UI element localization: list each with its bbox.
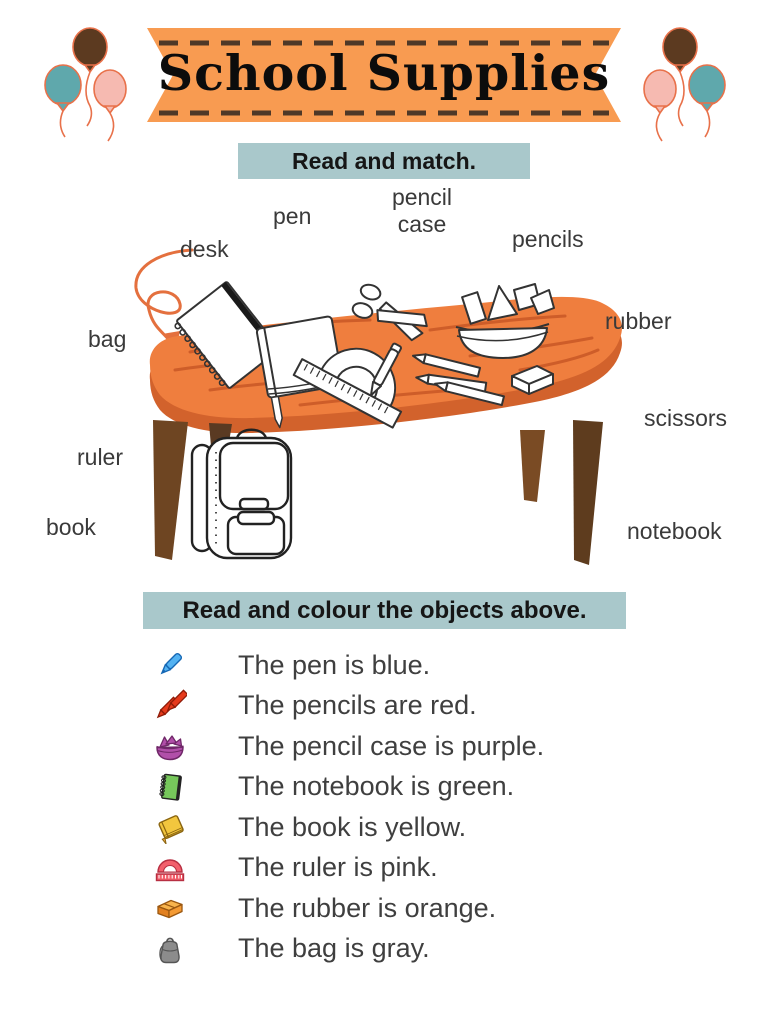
pen-icon: [148, 648, 192, 682]
sentence-text: The book is yellow.: [238, 811, 467, 842]
page-title: School Supplies: [157, 44, 611, 102]
sentence-text: The pencil case is purple.: [238, 730, 545, 761]
read-and-colour-label: Read and colour the objects above.: [182, 596, 587, 624]
table-leg: [520, 430, 545, 502]
table-leg: [573, 420, 603, 565]
label-book: book: [46, 514, 96, 540]
list-item: [148, 848, 708, 889]
list-item: [148, 767, 708, 808]
pencils-icon: [148, 689, 192, 723]
colour-sentences-list: [148, 645, 708, 969]
read-and-match-heading: [238, 143, 530, 179]
bag-icon: [148, 932, 192, 966]
list-item: [148, 726, 708, 767]
label-ruler: ruler: [77, 444, 124, 470]
list-item: [148, 888, 708, 929]
list-item: [148, 645, 708, 686]
ruler-icon: [148, 851, 192, 885]
sentence-text: The notebook is green.: [238, 771, 515, 802]
table-leg: [153, 420, 188, 560]
read-and-colour-heading: [143, 592, 626, 629]
sentence-text: The pencils are red.: [238, 690, 477, 721]
sentence-text: The ruler is pink.: [238, 852, 438, 883]
label-scissors: scissors: [644, 405, 728, 431]
book-icon: [148, 810, 192, 844]
label-desk: desk: [180, 236, 229, 262]
list-item: [148, 929, 708, 970]
label-bag: bag: [88, 326, 127, 352]
notebook-icon: [148, 770, 192, 804]
pencil-case-icon: [148, 729, 192, 763]
list-item: [148, 807, 708, 848]
label-pencil-case: pencil case: [391, 184, 453, 237]
sentence-text: The rubber is orange.: [238, 892, 497, 923]
list-item: [148, 686, 708, 727]
label-notebook: notebook: [627, 518, 722, 544]
label-pen: pen: [273, 203, 312, 229]
label-pencils: pencils: [512, 226, 584, 252]
label-rubber: rubber: [605, 308, 672, 334]
sentence-text: The pen is blue.: [238, 649, 431, 680]
backpack-drawing: [192, 430, 291, 558]
rubber-icon: [148, 891, 192, 925]
read-and-match-label: Read and match.: [291, 147, 477, 174]
sentence-text: The bag is gray.: [238, 933, 430, 964]
